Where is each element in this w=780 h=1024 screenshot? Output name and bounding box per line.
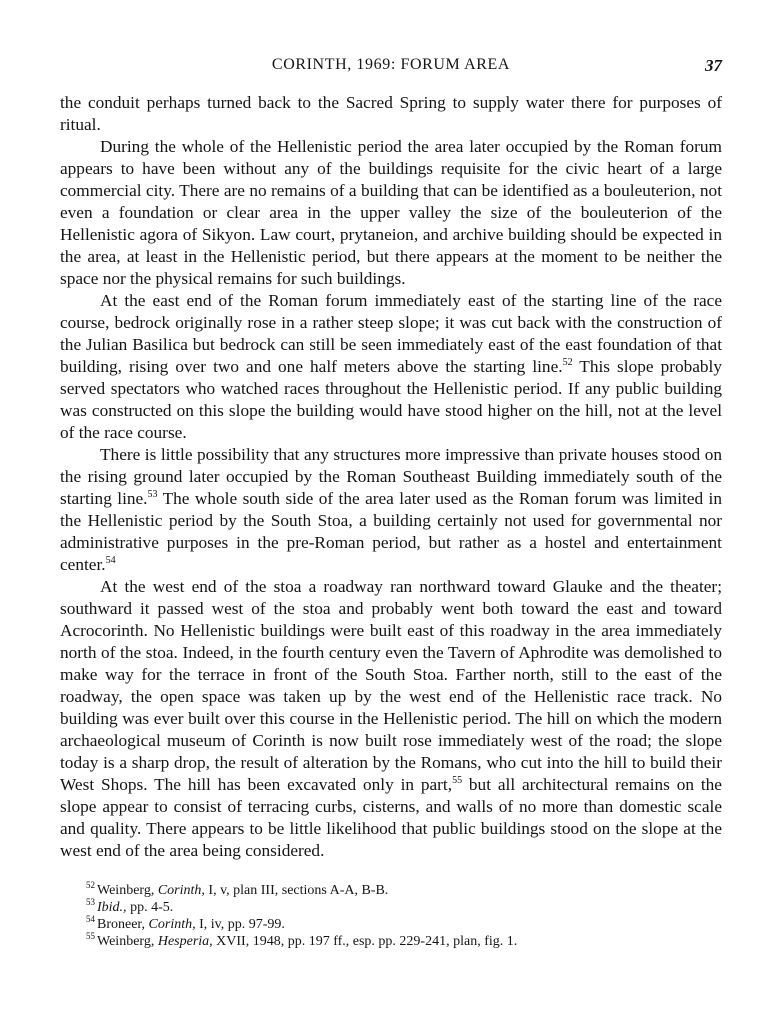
paragraph-text: At the west end of the stoa a roadway ran northward toward Glauke and the theater; southward it passed west of the stoa and probably went both toward the east and toward Acrocorinth. No Hellenistic buildings were built east of this roadway in the area immediately north of the stoa. Indeed, in the fourth century even the Tavern of Aphrodite was demolished to make way for the terrace in front of the South Stoa. Farther north, still to the east of the roadway, the open space was taken up by the west end of the Hellenistic race track. No building was ever built over this course in the Hellenistic period. The hill on which the modern archaeological museum of Corinth is now built rose immediately west of the road; the slope today is a sharp drop, the result of alteration by the Romans, who cut into the hill to build their West Shops. The hill has been excavated only in part, — [60, 577, 722, 794]
page-number: 37 — [705, 56, 722, 75]
footnote — [86, 882, 722, 899]
footnote-text: Weinberg, — [97, 934, 158, 949]
footnote-text: I, v, plan III, sections A-A, B-B. — [204, 883, 389, 898]
footnote — [86, 899, 722, 916]
footnote-ref: 52 — [562, 357, 573, 369]
footnote-text: Broneer, — [97, 917, 149, 932]
footnote-title: Hesperia, — [157, 934, 213, 949]
footnote-ref: 55 — [452, 775, 463, 787]
paragraph — [60, 444, 722, 576]
paragraph-text: At the east end of the Roman forum immediately east of the starting line of the race course, bedrock originally rose in a rather steep slope; it was cut back with the construction of the Julian Basilica but bedrock can still be seen immediately east of the east foundation of that building, rising over two and one half meters above the starting line. — [60, 291, 722, 376]
running-title: CORINTH, 1969: FORUM AREA — [271, 56, 511, 73]
paragraph — [60, 576, 722, 862]
page — [60, 54, 722, 950]
running-header — [60, 54, 722, 78]
footnote-ref: 54 — [105, 555, 116, 567]
footnotes — [60, 882, 722, 950]
footnote-number: 54 — [86, 914, 95, 925]
footnote-title: Corinth, — [148, 917, 196, 932]
footnote-number: 53 — [86, 897, 95, 908]
paragraph — [60, 290, 722, 444]
footnote-text: I, iv, pp. 97-99. — [195, 917, 285, 932]
paragraph-text: This slope probably served spectators who watched races throughout the Hellenistic period. If any public building was constructed on this slope the building would have stood higher on the hill, not at the level of the race course. — [60, 357, 722, 442]
footnote-text: pp. 4-5. — [126, 900, 174, 915]
footnote-text: Weinberg, — [97, 883, 158, 898]
paragraph-text: the conduit perhaps turned back to the Sacred Spring to supply water there for purposes of ritual. — [60, 93, 722, 134]
footnote-title: Corinth, — [157, 883, 205, 898]
body-text — [60, 92, 722, 862]
footnote — [86, 933, 722, 950]
footnote-title: Ibid., — [97, 900, 127, 915]
footnote-text: XVII, 1948, pp. 197 ff., esp. pp. 229-241, plan, fig. 1. — [212, 934, 518, 949]
paragraph — [60, 92, 722, 136]
footnote-number: 52 — [86, 880, 95, 891]
footnote-number: 55 — [86, 931, 95, 942]
footnote — [86, 916, 722, 933]
paragraph — [60, 136, 722, 290]
paragraph-text: The whole south side of the area later used as the Roman forum was limited in the Hellenistic period by the South Stoa, a building certainly not used for governmental nor administrative purposes in the pre-Roman period, but rather as a hostel and entertainment center. — [60, 489, 723, 574]
paragraph-text: but all architectural remains on the slope appear to consist of terracing curbs, cisterns, and walls of no more than domestic scale and quality. There appears to be little likelihood that public buildings stood on the slope at the west end of the area being considered. — [60, 775, 722, 860]
footnote-ref: 53 — [147, 489, 158, 501]
paragraph-text: During the whole of the Hellenistic period the area later occupied by the Roman forum appears to have been without any of the buildings requisite for the civic heart of a large commercial city. There are no remains of a building that can be identified as a bouleuterion, not even a foundation or clear area in the upper valley the size of the bouleuterion of the Hellenistic agora of Sikyon. Law court, prytaneion, and archive building should be expected in the area, at least in the Hellenistic period, but there appears at the moment to be neither the space nor the physical remains for such buildings. — [60, 137, 722, 288]
paragraph-text: There is little possibility that any structures more impressive than private houses stood on the rising ground later occupied by the Roman Southeast Building immediately south of the starting line. — [60, 445, 722, 508]
